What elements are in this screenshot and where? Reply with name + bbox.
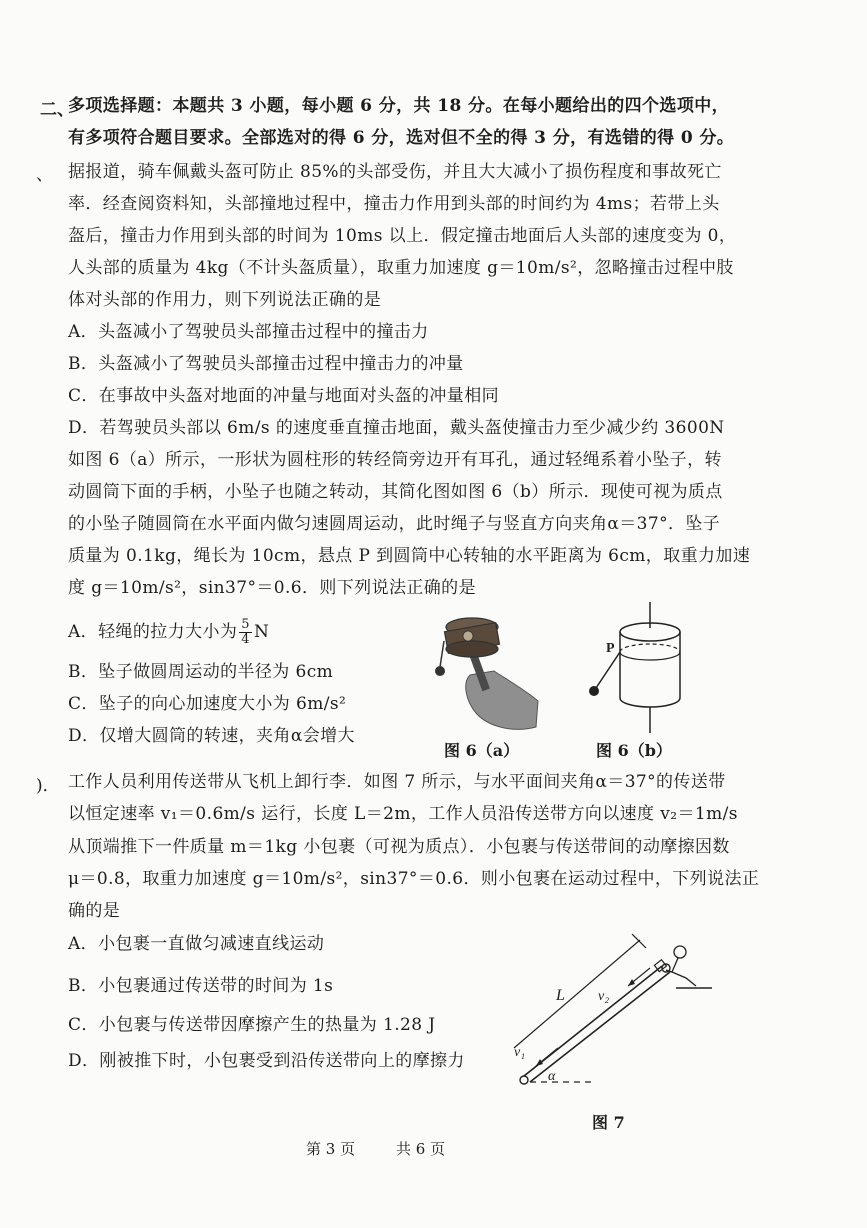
q9-line-1: 如图 6（a）所示，一形状为圆柱形的转经筒旁边开有耳孔，通过轻绳系着小坠子，转 — [68, 450, 722, 470]
figure-6a-string — [440, 641, 444, 667]
q10-option-a: A．小包裹一直做匀减速直线运动 — [68, 934, 325, 954]
figure-6b-caption: 图 6（b） — [596, 741, 672, 760]
footer-page-number: 第 3 页 — [306, 1140, 356, 1158]
figure-7-roller-bottom — [520, 1076, 528, 1084]
q10-line-3: 从顶端推下一件质量 m＝1kg 小包裹（可视为质点）．小包裹与传送带间的动摩擦因数 — [68, 837, 730, 857]
figure-6a-weight — [435, 666, 445, 676]
section-title-line-2: 有多项符合题目要求。全部选对的得 6 分，选对但不全的得 3 分，有选错的得 0 分。 — [68, 128, 735, 148]
q9-option-a-prefix: A．轻绳的拉力大小为 — [68, 622, 238, 642]
q9-option-a-numerator: 5 — [241, 617, 250, 632]
footer-total-pages: 共 6 页 — [396, 1140, 446, 1158]
q9-option-a — [68, 618, 269, 647]
q9-line-4: 质量为 0.1kg，绳长为 10cm，悬点 P 到圆筒中心转轴的水平距离为 6cm，取重力加速 — [68, 546, 751, 566]
figure-7-worker-body — [666, 958, 696, 986]
figure-7-label-v2: v₂ — [598, 989, 610, 1004]
figure-7-v2-arrowhead — [628, 979, 635, 986]
q8-option-b: B．头盔减小了驾驶员头部撞击过程中撞击力的冲量 — [68, 354, 464, 374]
figure-7-dimension-tick-top — [632, 934, 646, 948]
q8-line-4: 人头部的质量为 4kg（不计头盔质量），取重力加速度 g＝10m/s²，忽略撞击过程中肢 — [68, 258, 734, 278]
figure-6b-cylinder-bottom — [620, 698, 680, 707]
q10-line-1: 工作人员利用传送带从飞机上卸行李．如图 7 所示，与水平面间夹角α＝37°的传送带 — [68, 772, 726, 792]
q8-line-5: 体对头部的作用力，则下列说法正确的是 — [68, 290, 382, 310]
q9-option-a-denominator: 4 — [241, 632, 250, 647]
q9-line-2: 动圆筒下面的手柄，小坠子也随之转动，其简化图如图 6（b）所示．现使可视为质点 — [68, 482, 723, 502]
q9-line-5: 度 g＝10m/s²，sin37°＝0.6．则下列说法正确的是 — [68, 578, 476, 598]
section-title-line-1: 多项选择题：本题共 3 小题，每小题 6 分，共 18 分。在每小题给出的四个选项中， — [68, 96, 730, 116]
q9-option-a-unit: N — [253, 622, 270, 642]
q10-line-2: 以恒定速率 v₁＝0.6m/s 运行，长度 L＝2m，工作人员沿传送带方向以速度 v₂＝1m/s — [68, 804, 738, 824]
q10-option-c: C．小包裹与传送带因摩擦产生的热量为 1.28 J — [68, 1015, 436, 1035]
figure-7-worker-head — [674, 946, 686, 958]
q8-line-1: 据报道，骑车佩戴头盔可防止 85%的头部受伤，并且大大减小了损伤程度和事故死亡 — [68, 162, 722, 182]
q9-option-b: B．坠子做圆周运动的半径为 6cm — [68, 662, 334, 682]
figure-7-v1-arrowhead — [536, 1059, 543, 1066]
q10-option-d: D．刚被推下时，小包裹受到沿传送带向上的摩擦力 — [68, 1051, 465, 1071]
figure-7-label-v1: v₁ — [514, 1045, 526, 1060]
figure-7-dimension-line — [514, 940, 640, 1048]
figure-6a-pattern — [463, 631, 473, 641]
figure-6b-dashed-front — [620, 652, 680, 660]
figure-6a-caption: 图 6（a） — [444, 741, 520, 760]
q9-line-3: 的小坠子随圆筒在水平面内做匀速圆周运动，此时绳子与竖直方向夹角α＝37°．坠子 — [68, 514, 721, 534]
q8-option-c: C．在事故中头盔对地面的冲量与地面对头盔的冲量相同 — [68, 386, 500, 406]
q8-option-d: D．若驾驶员头部以 6m/s 的速度垂直撞击地面，戴头盔使撞击力至少减少约 3600N — [68, 418, 725, 438]
q9-option-a-fraction — [239, 618, 252, 647]
figure-6b-cylinder-diagram — [582, 600, 692, 735]
section-marker: 二、 — [40, 100, 74, 120]
figure-6a-prayer-wheel — [432, 605, 552, 735]
figure-6a-hand — [466, 671, 538, 729]
q8-option-a: A．头盔减小了驾驶员头部撞击过程中的撞击力 — [68, 322, 429, 342]
q8-line-3: 盔后，撞击力作用到头部的时间为 10ms 以上．假定撞击地面后人头部的速度变为 0， — [68, 226, 737, 246]
figure-6a-wheel-bottom — [446, 641, 498, 657]
figure-6b-dashed-back — [620, 644, 680, 652]
q9-option-d: D．仅增大圆筒的转速，夹角α会增大 — [68, 726, 355, 746]
q10-line-5: 确的是 — [68, 901, 121, 921]
figure-6b-bob — [589, 686, 599, 696]
q9-option-c: C．坠子的向心加速度大小为 6m/s² — [68, 694, 347, 714]
q10-option-b: B．小包裹通过传送带的时间为 1s — [68, 976, 334, 996]
figure-7-label-l: L — [556, 987, 565, 1004]
q8-line-2: 率．经查阅资料知，头部撞地过程中，撞击力作用到头部的时间约为 4ms；若带上头 — [68, 194, 720, 214]
figure-7-caption: 图 7 — [592, 1113, 625, 1132]
q10-marker: )． — [36, 776, 60, 796]
figure-7-conveyor-diagram — [500, 930, 720, 1090]
figure-7-label-alpha: α — [548, 1069, 556, 1084]
q8-marker: 、 — [36, 165, 53, 185]
figure-6b-rope — [596, 652, 620, 688]
q10-line-4: μ＝0.8，取重力加速度 g＝10m/s²，sin37°＝0.6．则小包裹在运动过程中，下列说法正 — [68, 869, 760, 889]
figure-6b-label-p: P — [606, 641, 615, 656]
